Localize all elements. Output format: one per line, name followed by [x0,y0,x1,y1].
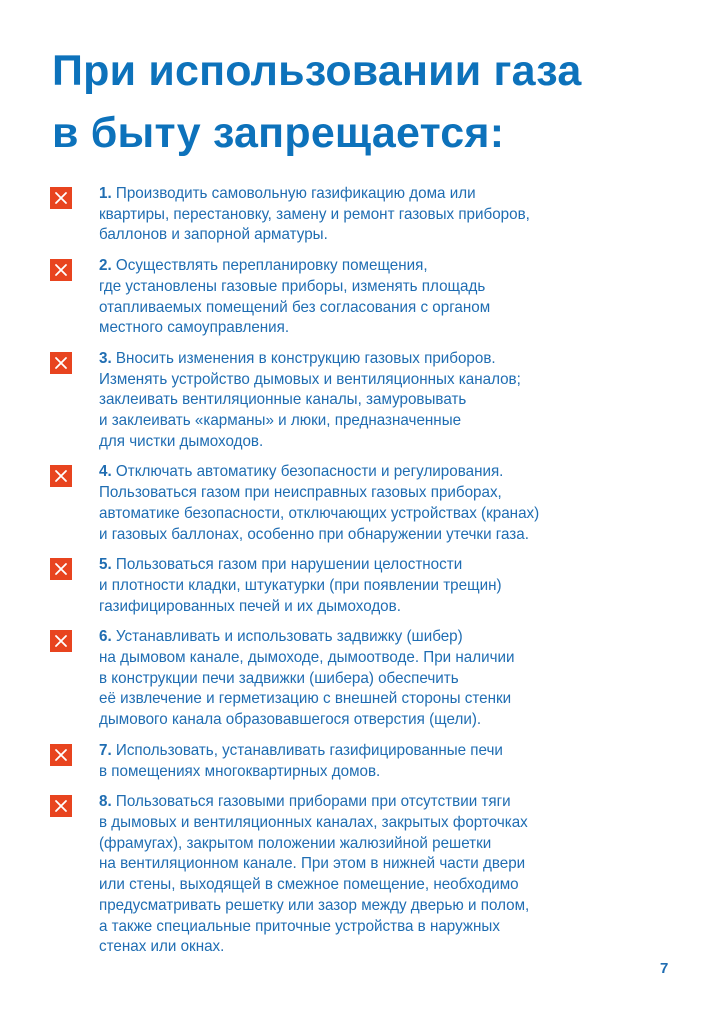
list-item-line: автоматике безопасности, отключающих устройствах (кранах) [99,504,540,522]
list-item-line: предусматривать решетку или зазор между дверью и полом, [99,896,530,914]
list-item-line: Пользоваться газом при неисправных газовых приборах, [99,484,502,502]
page-title-line-1: При использовании газа [52,47,582,95]
list-item [50,792,690,958]
list-item-line [99,627,660,648]
list-item-line: квартиры, перестановку, замену и ремонт газовых приборов, [99,205,530,223]
list-item-line: или стены, выходящей в смежное помещение, необходимо [99,876,519,894]
cross-icon [50,465,72,487]
list-item-number: 2. [99,257,112,275]
list-item-line-text: Производить самовольную газификацию дома или [115,185,476,202]
list-item-line: на вентиляционном канале. При этом в нижней части двери [99,855,526,873]
list-item-line-text: Отключать автоматику безопасности и регулирования. [115,463,504,481]
list-item-number: 7. [99,741,112,759]
list-item-line: баллонов и запорной арматуры. [99,226,328,244]
list-item-line [99,184,660,205]
list-item [50,555,690,617]
list-item-text [99,741,660,782]
cross-icon [50,795,72,817]
list-item-line: её извлечение и герметизацию с внешней стороны стенки [99,690,512,708]
cross-icon [50,558,72,580]
list-item-line [99,792,660,813]
list-item-line: газифицированных печей и их дымоходов. [99,597,401,615]
list-item-text [99,184,660,246]
list-item-line: местного самоуправления. [99,319,290,337]
list-item-line-text: Пользоваться газовыми приборами при отсутствии тяги [115,793,511,811]
list-item-line [99,741,660,762]
list-item-line: в дымовых и вентиляционных каналах, закрытых форточках [99,813,528,831]
page-number: 7 [660,960,669,977]
cross-icon [50,630,72,652]
list-item-line: отапливаемых помещений без согласования с органом [99,298,491,316]
list-item-text [99,555,660,617]
list-item-line-text: Использовать, устанавливать газифицированные печи [115,741,503,759]
list-item [50,256,690,339]
list-item-text [99,462,660,545]
cross-icon [50,259,72,281]
list-item-line [99,555,660,576]
list-item-line [99,462,660,483]
list-item-number: 1. [99,185,112,202]
list-item [50,349,690,453]
list-item-line: на дымовом канале, дымоходе, дымоотводе. При наличии [99,649,515,667]
list-item-line: и плотности кладки, штукатурки (при появлении трещин) [99,576,502,594]
list-item [50,184,690,246]
list-item-line: и газовых баллонах, особенно при обнаружении утечки газа. [99,525,529,543]
page-title-line-2: в быту запрещается: [52,109,505,157]
list-item-text [99,792,660,958]
list-item-number: 5. [99,556,112,574]
list-item-line: а также специальные приточные устройства в наружных [99,917,500,935]
list-item-number: 3. [99,349,112,367]
list-item-line: заклеивать вентиляционные каналы, замуровывать [99,391,467,409]
list-item-line: в помещениях многоквартирных домов. [99,762,381,780]
list-item-text [99,349,660,453]
list-item-number: 4. [99,463,112,481]
list-item-line: и заклеивать «карманы» и люки, предназначенные [99,412,462,430]
list-item-line: (фрамугах), закрытом положении жалюзийной решетки [99,834,492,852]
cross-icon [50,744,72,766]
cross-icon [50,187,72,209]
list-item-line [99,256,660,277]
list-item-line-text: Осуществлять перепланировку помещения, [115,257,428,275]
list-item-line: в конструкции печи задвижки (шибера) обеспечить [99,669,459,687]
list-item [50,627,690,731]
page-title [52,40,692,164]
list-item [50,741,690,782]
list-item-line: для чистки дымоходов. [99,432,264,450]
list-item-line-text: Вносить изменения в конструкцию газовых приборов. [115,349,496,367]
list-item-text [99,627,660,731]
list-item-line: дымового канала образовавшегося отверстия (щели). [99,711,482,729]
list-item-line: стенах или окнах. [99,938,225,956]
list-item-number: 6. [99,628,112,646]
list-item-line [99,349,660,370]
cross-icon [50,352,72,374]
list-item-number: 8. [99,793,112,811]
list-item-line-text: Устанавливать и использовать задвижку (шибер) [115,628,463,646]
list-item [50,462,690,545]
list-item-line: Изменять устройство дымовых и вентиляционных каналов; [99,370,521,388]
list-item-line-text: Пользоваться газом при нарушении целостности [115,556,463,574]
prohibition-list [50,184,690,958]
list-item-line: где установлены газовые приборы, изменять площадь [99,277,486,295]
list-item-text [99,256,660,339]
